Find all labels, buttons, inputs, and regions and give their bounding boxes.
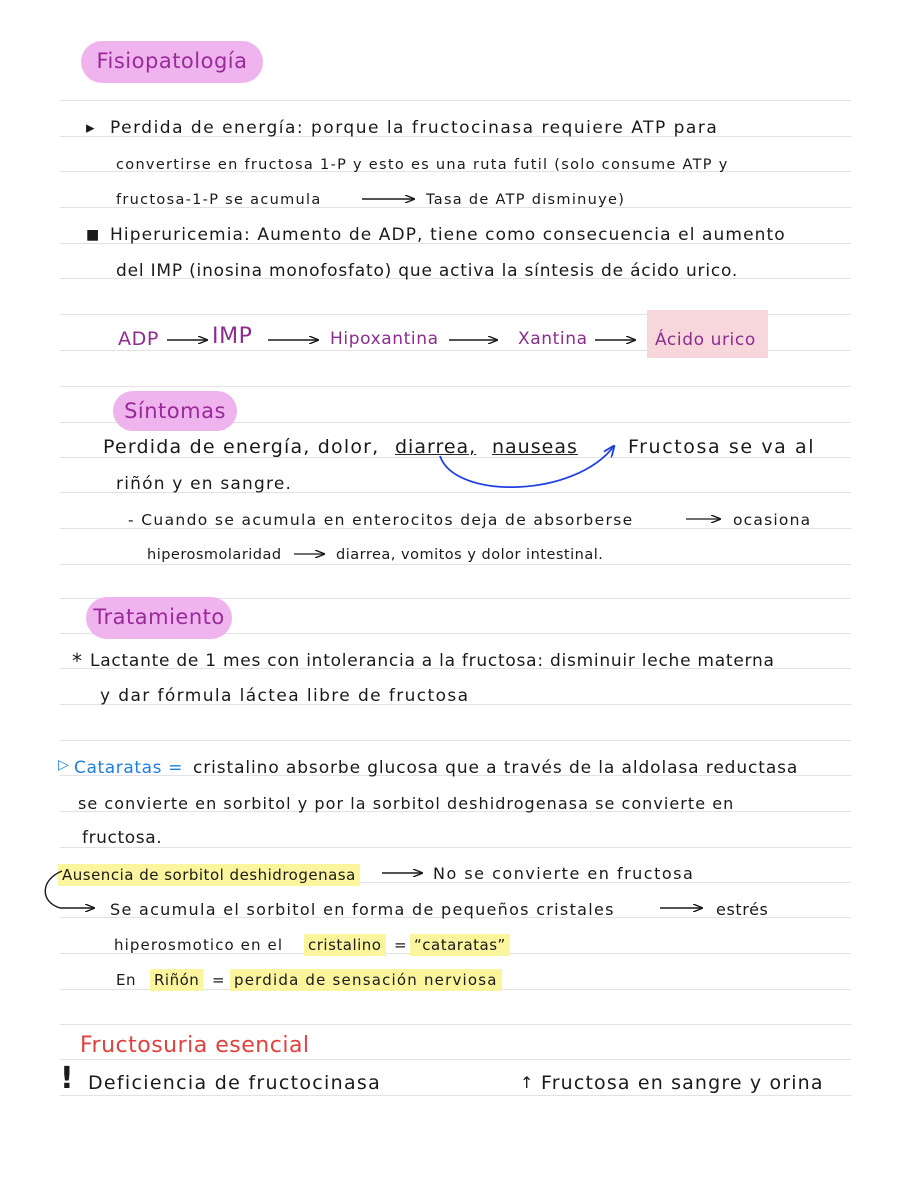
hiperosmotico-text: hiperosmotico en el: [114, 936, 284, 954]
sintomas-line-1b: Fructosa se va al: [628, 436, 816, 458]
bullet-square: ■: [86, 227, 100, 243]
sintomas-line-4b: diarrea, vomitos y dolor intestinal.: [336, 547, 604, 563]
tratamiento-line-2: y dar fórmula láctea libre de fructosa: [100, 686, 470, 706]
cataratas-line-2: se convierte en sorbitol y por la sorbitol deshidrogenasa se convierte en: [78, 794, 735, 813]
section-title-text: Fisiopatología: [96, 49, 248, 73]
hiperuricemia-line-1: Hiperuricemia: Aumento de ADP, tiene como consecuencia el aumento: [110, 225, 786, 245]
curved-arrow-icon: [440, 446, 614, 487]
pathway-imp: IMP: [212, 324, 253, 349]
rinon-highlight: Riñón: [150, 969, 203, 991]
perdida-energia-line-3a: fructosa-1-P se acumula: [116, 192, 322, 208]
bullet-outline-triangle: ▷: [58, 757, 70, 773]
section-title-fructosuria: Fructosuria esencial: [80, 1033, 310, 1058]
sintomas-line-3a: - Cuando se acumula en enterocitos deja de absorberse: [128, 511, 634, 529]
fructosa-sangre-orina: Fructosa en sangre y orina: [541, 1072, 824, 1094]
cataratas-term: Cataratas =: [74, 758, 183, 778]
ausencia-sorbitol-highlight: Ausencia de sorbitol deshidrogenasa: [58, 864, 360, 886]
pathway-hipoxantina: Hipoxantina: [330, 329, 439, 349]
sintomas-diarrea: diarrea,: [395, 436, 477, 458]
up-arrow-icon: ↑: [520, 1073, 535, 1092]
deficiencia-fructocinasa: Deficiencia de fructocinasa: [88, 1072, 382, 1094]
cataratas-line-3: fructosa.: [82, 828, 163, 848]
pathway-xantina: Xantina: [518, 329, 588, 349]
equals-sign: =: [394, 936, 408, 954]
pathway-adp: ADP: [118, 328, 159, 350]
curved-return-arrow-icon: [45, 871, 94, 908]
sintomas-line-4a: hiperosmolaridad: [147, 547, 282, 563]
no-se-convierte: No se convierte en fructosa: [433, 864, 695, 883]
section-title-text: Tratamiento: [93, 605, 225, 629]
cristalino-highlight: cristalino: [304, 934, 386, 956]
bullet-exclamation: !: [60, 1061, 75, 1096]
tratamiento-line-1: Lactante de 1 mes con intolerancia a la fructosa: disminuir leche materna: [90, 651, 775, 671]
sintomas-line-3b: ocasiona: [733, 511, 812, 529]
perdida-energia-line-2: convertirse en fructosa 1-P y esto es una ruta futil (solo consume ATP y: [116, 157, 729, 173]
bullet-triangle: ▸: [86, 118, 96, 138]
perdida-sensacion-highlight: perdida de sensación nerviosa: [230, 969, 502, 991]
perdida-energia-line-1: Perdida de energía: porque la fructocinasa requiere ATP para: [110, 118, 719, 138]
perdida-energia-line-3b: Tasa de ATP disminuye): [426, 192, 626, 208]
se-acumula-line-a: Se acumula el sorbitol en forma de pequeños cristales: [110, 900, 615, 919]
section-title-text: Síntomas: [124, 399, 226, 423]
se-acumula-line-b: estrés: [716, 900, 769, 919]
sintomas-line-2: riñón y en sangre.: [116, 474, 293, 494]
sintomas-line-1a: Perdida de energía, dolor,: [103, 436, 380, 458]
en-text: En: [116, 971, 136, 989]
cataratas-line-1: cristalino absorbe glucosa que a través de la aldolasa reductasa: [193, 758, 799, 778]
hiperuricemia-line-2: del IMP (inosina monofosfato) que activa la síntesis de ácido urico.: [116, 261, 739, 281]
equals-sign-2: =: [212, 971, 226, 989]
pathway-acido-urico: Ácido urico: [655, 330, 756, 350]
cataratas-quote-highlight: “cataratas”: [410, 934, 510, 956]
bullet-asterisk: *: [72, 649, 83, 673]
sintomas-nauseas: nauseas: [492, 436, 578, 458]
